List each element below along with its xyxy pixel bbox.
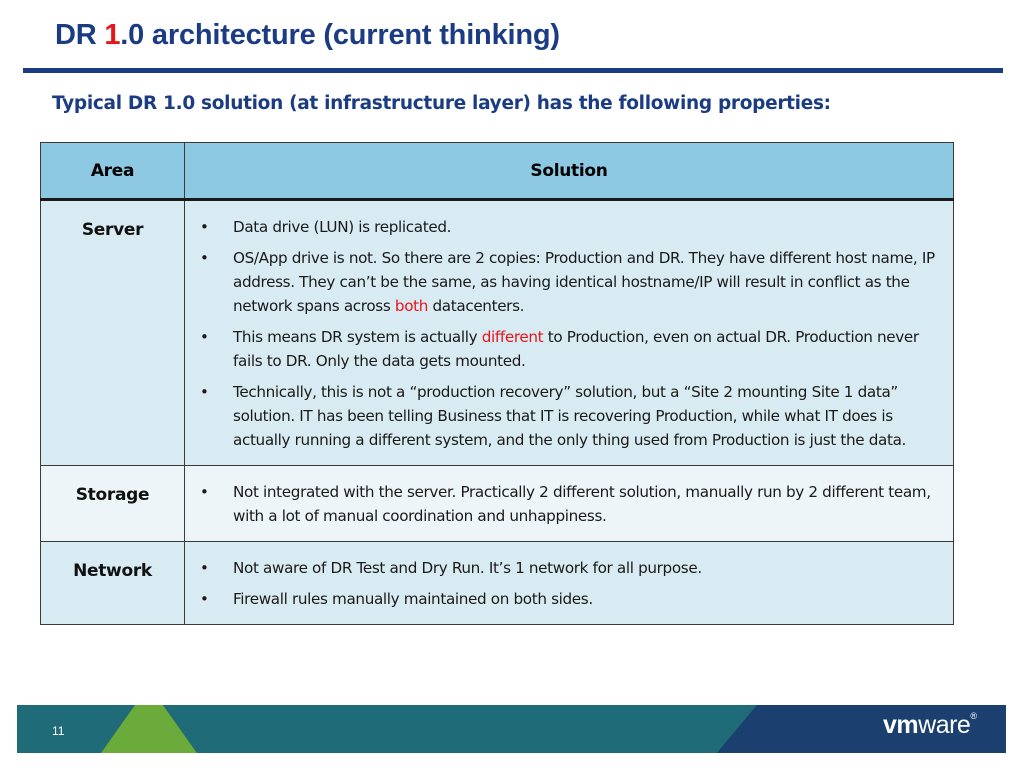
bullet-icon: •	[200, 328, 209, 346]
bullet-icon: •	[200, 218, 209, 236]
bullet-item	[197, 380, 939, 452]
highlight-text: both	[394, 297, 429, 315]
title-divider	[23, 68, 1003, 73]
solution-cell-network	[185, 542, 954, 625]
bullet-text: Data drive (LUN) is replicated.	[233, 218, 452, 236]
area-cell-storage: Storage	[41, 466, 185, 542]
table-row-storage	[41, 466, 954, 542]
header-solution: Solution	[185, 143, 954, 200]
bullet-text: datacenters.	[428, 297, 525, 315]
title-accent: 1	[104, 19, 121, 51]
bullet-item	[197, 215, 939, 239]
bullet-item	[197, 480, 939, 528]
slide-title	[55, 19, 560, 52]
bullet-list	[197, 215, 939, 452]
table-row-network	[41, 542, 954, 625]
logo-ware: ware	[918, 711, 971, 739]
table-header-row	[41, 143, 954, 200]
bullet-icon: •	[200, 249, 209, 267]
bullet-text: Technically, this is not a “production recovery” solution, but a “Site 2 mounting Site 1 data” solution. IT has been telling Business that IT is recovering Production, while what IT does is actually running a different system, and the only thing used from Production is just the data.	[233, 383, 907, 449]
page-number: 11	[52, 724, 65, 738]
bullet-icon: •	[200, 590, 209, 608]
bullet-item	[197, 587, 939, 611]
area-cell-network: Network	[41, 542, 185, 625]
bullet-text: Firewall rules manually maintained on both sides.	[233, 590, 593, 608]
table-row-server	[41, 200, 954, 466]
title-suffix: .0 architecture (current thinking)	[120, 19, 560, 51]
slide-subtitle: Typical DR 1.0 solution (at infrastructure layer) has the following properties:	[52, 93, 831, 114]
bullet-icon: •	[200, 559, 209, 577]
logo-vm: vm	[883, 711, 919, 739]
properties-table	[40, 142, 954, 625]
header-area: Area	[41, 143, 185, 200]
area-cell-server: Server	[41, 200, 185, 466]
logo-registered-mark: ®	[970, 711, 977, 721]
bullet-item	[197, 325, 939, 373]
bullet-list	[197, 556, 939, 611]
solution-cell-storage	[185, 466, 954, 542]
bullet-text: Not aware of DR Test and Dry Run. It’s 1 network for all purpose.	[233, 559, 702, 577]
bullet-icon: •	[200, 383, 209, 401]
bullet-text: to Production, even on actual DR. Production never fails to DR. Only the data gets mounted.	[233, 328, 919, 370]
bullet-item	[197, 556, 939, 580]
solution-cell-server	[185, 200, 954, 466]
footer-graphic	[17, 705, 1006, 753]
bullet-text: OS/App drive is not. So there are 2 copies: Production and DR. They have different host name, IP address. They can’t be the same, as having identical hostname/IP will result in conflict as the network spans across	[233, 249, 935, 315]
bullet-list	[197, 480, 939, 528]
title-prefix: DR	[55, 19, 105, 51]
vmware-logo	[883, 711, 976, 740]
highlight-text: different	[481, 328, 544, 346]
bullet-icon: •	[200, 483, 209, 501]
bullet-text: This means DR system is actually	[233, 328, 482, 346]
bullet-item	[197, 246, 939, 318]
bullet-text: Not integrated with the server. Practically 2 different solution, manually run by 2 different team, with a lot of manual coordination and unhappiness.	[233, 483, 931, 525]
footer-band	[17, 705, 1006, 753]
